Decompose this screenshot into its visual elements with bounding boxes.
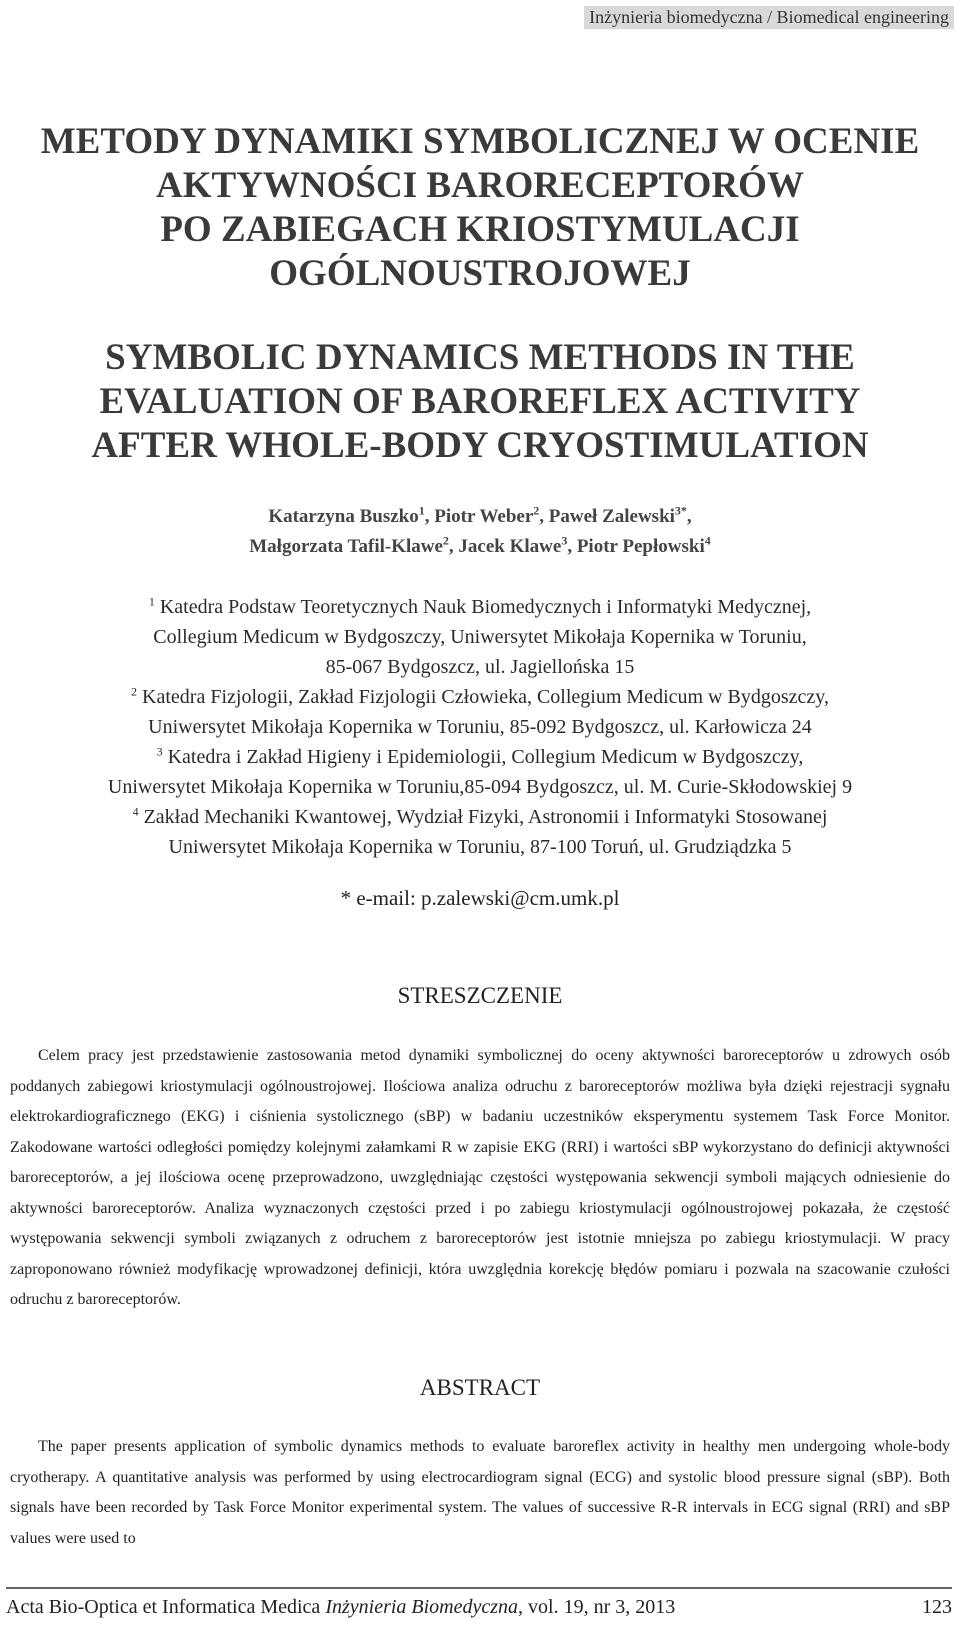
affiliation-number: 3 xyxy=(156,744,163,759)
author-name: Małgorzata Tafil-Klawe xyxy=(249,536,443,557)
affiliation-number: 4 xyxy=(132,804,139,819)
affiliation-line: 85-067 Bydgoszcz, ul. Jagiellońska 15 xyxy=(325,656,635,678)
affiliation-line: Uniwersytet Mikołaja Kopernika w Toruniu, 85-092 Bydgoszcz, ul. Karłowicza 24 xyxy=(148,716,812,738)
author-affiliation-mark: 2 xyxy=(442,533,449,548)
affiliation-line xyxy=(0,742,960,772)
title-en-line: SYMBOLIC DYNAMICS METHODS IN THE xyxy=(105,337,855,378)
author-name: Piotr Weber xyxy=(434,506,534,527)
footer-rule xyxy=(6,1587,952,1589)
title-pl-line: AKTYWNOŚCI BARORECEPTORÓW xyxy=(156,165,804,206)
abstract-heading: ABSTRACT xyxy=(419,1375,541,1400)
streszczenie-text: Celem pracy jest przedstawienie zastosowania metod dynamiki symbolicznej do oceny aktywności baroreceptorów u zdrowych osób poddanych zabiegowi kriostymulacji ogólnoustrojowej. Ilościowa analiza odruchu z baroreceptorów możliwa była dzięki rejestracji sygnału elektrokardiograficznego (EKG) i ciśnienia systolicznego (sBP) w badaniu uczestników eksperymentu systemem Task Force Monitor. Zakodowane wartości odległości pomiędzy kolejnymi załamkami R w zapisie EKG (RRI) i wartości sBP wykorzystano do definicji aktywności baroreceptorów, a jej ilościowa ocenę przeprowadzono, uwzględniając częstości występowania sekwencji symboli mających odniesienie do aktywności baroreceptorów. Analiza wyznaczonych częstości przed i po zabiegu kriostymulacji ogólnoustrojowej pokazała, że częstość występowania sekwencji symboli związanych z odruchem z baroreceptorów jest istotnie mniejsza po zabiegu kriostymulacji. W pracy zaproponowano również modyfikację wprowadzonej definicji, która uwzględnia korekcję błędów pomiaru i pozwala na szacowanie czułości odruchu z baroreceptorów. xyxy=(10,1047,950,1308)
title-pl-line: PO ZABIEGACH KRIOSTYMULACJI xyxy=(160,209,800,250)
affiliation-line: Collegium Medicum w Bydgoszczy, Uniwersytet Mikołaja Kopernika w Toruniu, xyxy=(153,626,807,648)
footer-journal: Acta Bio-Optica et Informatica Medica xyxy=(6,1596,321,1618)
affiliation-number: 1 xyxy=(148,594,155,609)
footer-journal-italic: Inżynieria Biomedyczna xyxy=(325,1596,519,1618)
title-english xyxy=(0,336,960,468)
author-affiliation-mark: 3* xyxy=(674,503,687,518)
running-header: Inżynieria biomedyczna / Biomedical engineering xyxy=(584,6,954,29)
affiliation-text: Katedra Podstaw Teoretycznych Nauk Biomedycznych i Informatyki Medycznej, xyxy=(159,596,812,618)
author-name: Jacek Klawe xyxy=(458,536,562,557)
author-affiliation-mark: 1 xyxy=(418,503,425,518)
title-polish xyxy=(0,120,960,296)
author-affiliation-mark: 3 xyxy=(561,533,568,548)
author-affiliation-mark: 4 xyxy=(704,533,711,548)
affiliation-text: Katedra Fizjologii, Zakład Fizjologii Człowieka, Collegium Medicum w Bydgoszczy, xyxy=(142,686,829,708)
author-affiliation-mark: 2 xyxy=(533,503,540,518)
streszczenie-heading: STRESZCZENIE xyxy=(397,983,563,1008)
title-en-line: EVALUATION OF BAROREFLEX ACTIVITY xyxy=(99,381,861,422)
affiliation-number: 2 xyxy=(131,684,138,699)
abstract-text: The paper presents application of symbolic dynamics methods to evaluate baroreflex activity in healthy men undergoing whole-body cryotherapy. A quantitative analysis was performed by using electrocardiogram signal (ECG) and systolic blood pressure signal (sBP). Both signals have been recorded by Task Force Monitor experimental system. The values of successive R-R intervals in ECG signal (RRI) and sBP values were used to xyxy=(10,1438,950,1547)
author-name: Piotr Pepłowski xyxy=(576,536,705,557)
page-number: 123 xyxy=(922,1596,952,1618)
title-en-line: AFTER WHOLE-BODY CRYOSTIMULATION xyxy=(91,425,869,466)
affiliation-line xyxy=(0,802,960,832)
affiliation-line xyxy=(0,592,960,622)
author-name: Katarzyna Buszko xyxy=(268,506,419,527)
affiliation-list xyxy=(0,592,960,862)
author-list xyxy=(0,502,960,562)
page-footer xyxy=(6,1596,952,1619)
corresponding-email: * e-mail: p.zalewski@cm.umk.pl xyxy=(340,886,620,910)
affiliation-line: Uniwersytet Mikołaja Kopernika w Toruniu, 87-100 Toruń, ul. Grudziądzka 5 xyxy=(168,836,792,858)
affiliation-text: Katedra i Zakład Higieny i Epidemiologii, Collegium Medicum w Bydgoszczy, xyxy=(167,746,804,768)
author-name: Paweł Zalewski xyxy=(548,506,675,527)
affiliation-line xyxy=(0,682,960,712)
footer-volume: , vol. 19, nr 3, 2013 xyxy=(518,1596,676,1618)
author-line: Katarzyna Buszko$^1$, Piotr Weber$^2$, Paweł Zalewski$^{3*}$, xyxy=(268,503,692,527)
affiliation-line: Uniwersytet Mikołaja Kopernika w Toruniu,85-094 Bydgoszcz, ul. M. Curie-Skłodowskiej 9 xyxy=(107,776,853,798)
title-pl-line: OGÓLNOUSTROJOWEJ xyxy=(269,253,691,294)
author-line: Małgorzata Tafil-Klawe$^2$, Jacek Klawe$^3$, Piotr Pepłowski$^4$ xyxy=(249,533,711,557)
title-pl-line: METODY DYNAMIKI SYMBOLICZNEJ W OCENIE xyxy=(40,121,920,162)
affiliation-text: Zakład Mechaniki Kwantowej, Wydział Fizyki, Astronomii i Informatyki Stosowanej xyxy=(143,806,828,828)
